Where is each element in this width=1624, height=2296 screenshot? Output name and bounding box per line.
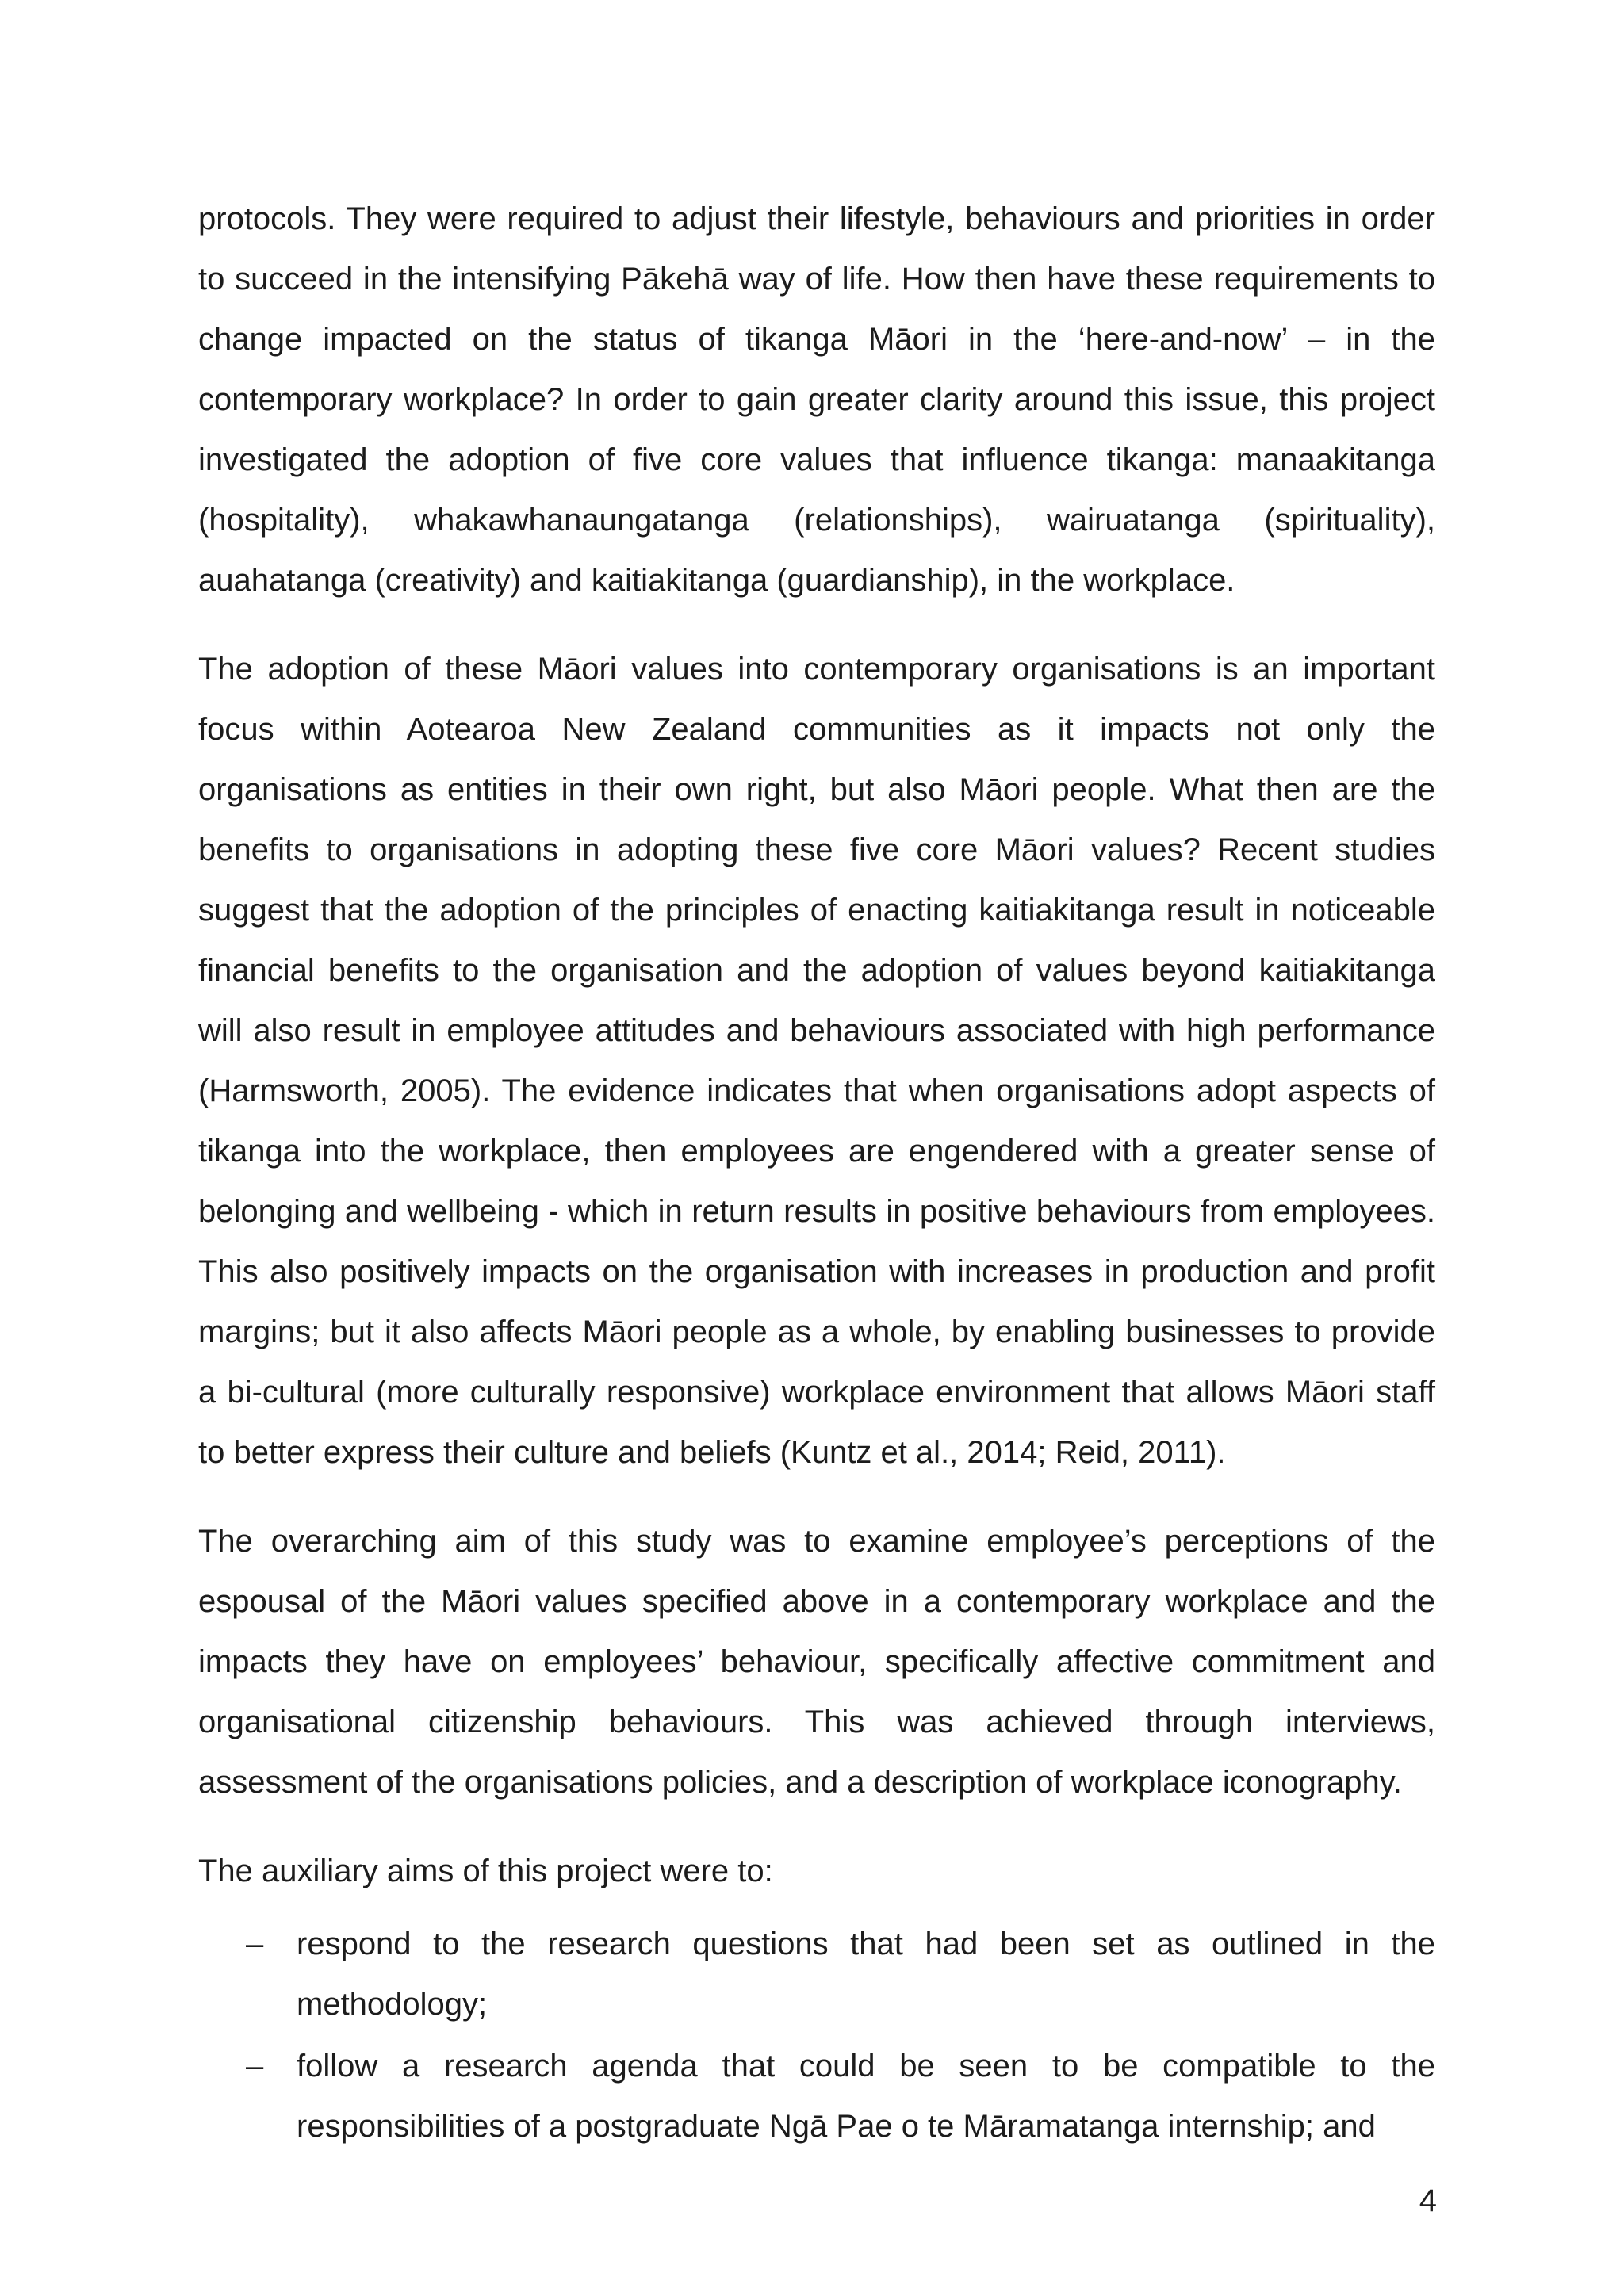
- list-item-text: respond to the research questions that had been set as outlined in the methodology;: [297, 1927, 1435, 2022]
- aims-list: [198, 1914, 1435, 2156]
- list-item: [198, 1914, 1435, 2034]
- paragraph-3-text: The overarching aim of this study was to examine employee’s perceptions of the espousal of the Māori values specified above in a contemporary workplace and the impacts they have on employees’ behaviour, specifically affective commitment and organisational citizenship behaviours. This was achieved through interviews, assessment of the organisations policies, and a description of workplace iconography.: [198, 1524, 1435, 1800]
- dash-bullet-icon: –: [246, 2049, 264, 2084]
- page-number: 4: [1419, 2183, 1437, 2218]
- list-item-text: follow a research agenda that could be seen to be compatible to the responsibilities of a postgraduate Ngā Pae o te Māramatanga internship; and: [297, 2049, 1435, 2144]
- paragraph-2: [198, 639, 1435, 1483]
- paragraph-1-text: protocols. They were required to adjust their lifestyle, behaviours and priorities in order to succeed in the intensifying Pākehā way of life. How then have these requirements to change impacted on the status of tikanga Māori in the ‘here-and-now’ – in the contemporary workplace? In order to gain greater clarity around this issue, this project investigated the adoption of five core values that influence tikanga: manaakitanga (hospitality), whakawhanaungatanga (relationships), wairuatanga (spirituality), auahatanga (creativity) and kaitiakitanga (guardianship), in the workplace.: [198, 201, 1435, 598]
- paragraph-2-text: The adoption of these Māori values into contemporary organisations is an important focus within Aotearoa New Zealand communities as it impacts not only the organisations as entities in their own right, but also Māori people. What then are the benefits to organisations in adopting these five core Māori values? Recent studies suggest that the adoption of the principles of enacting kaitiakitanga result in noticeable financial benefits to the organisation and the adoption of values beyond kaitiakitanga will also result in employee attitudes and behaviours associated with high performance (Harmsworth, 2005). The evidence indicates that when organisations adopt aspects of tikanga into the workplace, then employees are engendered with a greater sense of belonging and wellbeing - which in return results in positive behaviours from employees. This also positively impacts on the organisation with increases in production and profit margins; but it also affects Māori people as a whole, by enabling businesses to provide a bi-cultural (more culturally responsive) workplace environment that allows Māori staff to better express their culture and beliefs (Kuntz et al., 2014; Reid, 2011).: [198, 652, 1435, 1470]
- dash-bullet-icon: –: [246, 1927, 264, 1961]
- paragraph-3: [198, 1511, 1435, 1812]
- list-item: [198, 2036, 1435, 2156]
- paragraph-4-text: The auxiliary aims of this project were to:: [198, 1854, 773, 1888]
- paragraph-4: [198, 1841, 1435, 1901]
- paragraph-1: [198, 189, 1435, 610]
